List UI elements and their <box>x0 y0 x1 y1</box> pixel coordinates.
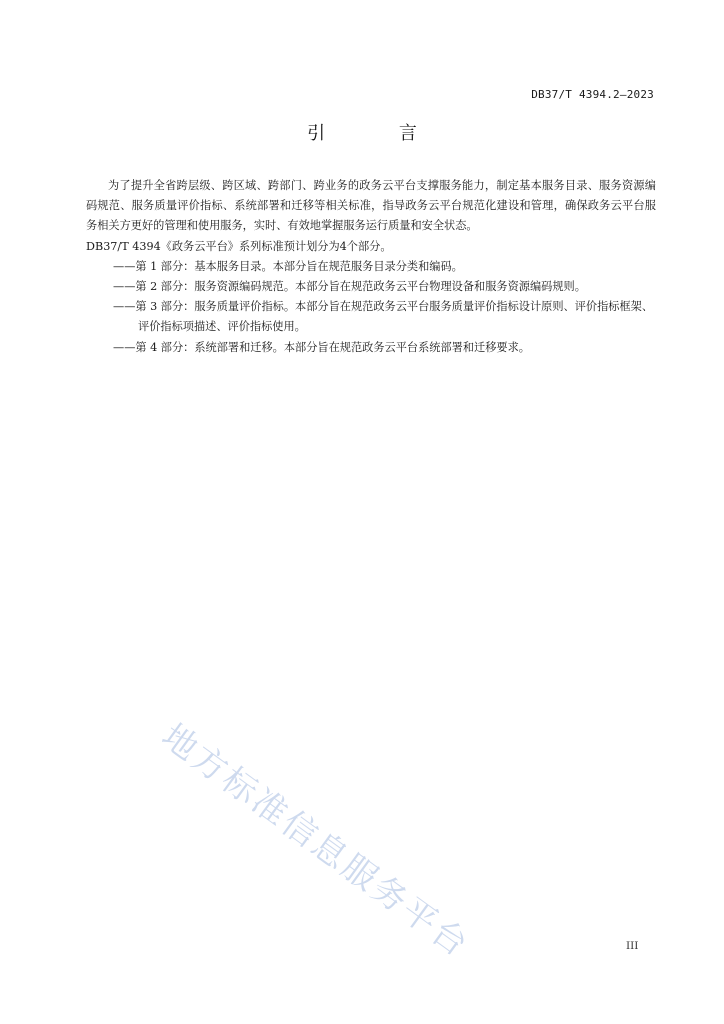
part-list-item-3: ——第 3 部分：服务质量评价指标。本部分旨在规范政务云平台服务质量评价指标设计原则、评价指标框架、评价指标项描述、评价指标使用。 <box>113 300 654 334</box>
part-list-item-4: ——第 4 部分：系统部署和迁移。本部分旨在规范政务云平台系统部署和迁移要求。 <box>113 340 530 354</box>
introduction-body <box>86 176 656 358</box>
page-title: 引 言 <box>307 123 451 144</box>
part-list-item-1: ——第 1 部分：基本服务目录。本部分旨在规范服务目录分类和编码。 <box>113 259 463 273</box>
series-statement: DB37/T 4394《政务云平台》系列标准预计划分为4个部分。 <box>86 239 392 253</box>
watermark: 地方标准信息服务平台 <box>154 716 478 966</box>
intro-paragraph: 为了提升全省跨层级、跨区域、跨部门、跨业务的政务云平台支撑服务能力，制定基本服务目录、服务资源编码规范、服务质量评价指标、系统部署和迁移等相关标准，指导政务云平台规范化建设和管理，确保政务云平台服务相关方更好的管理和使用服务，实时、有效地掌握服务运行质量和安全状态。 <box>86 179 656 233</box>
part-list-item-2: ——第 2 部分：服务资源编码规范。本部分旨在规范政务云平台物理设备和服务资源编码规则。 <box>113 280 586 294</box>
page-number: III <box>626 940 639 952</box>
document-code: DB37/T 4394.2—2023 <box>531 88 654 101</box>
